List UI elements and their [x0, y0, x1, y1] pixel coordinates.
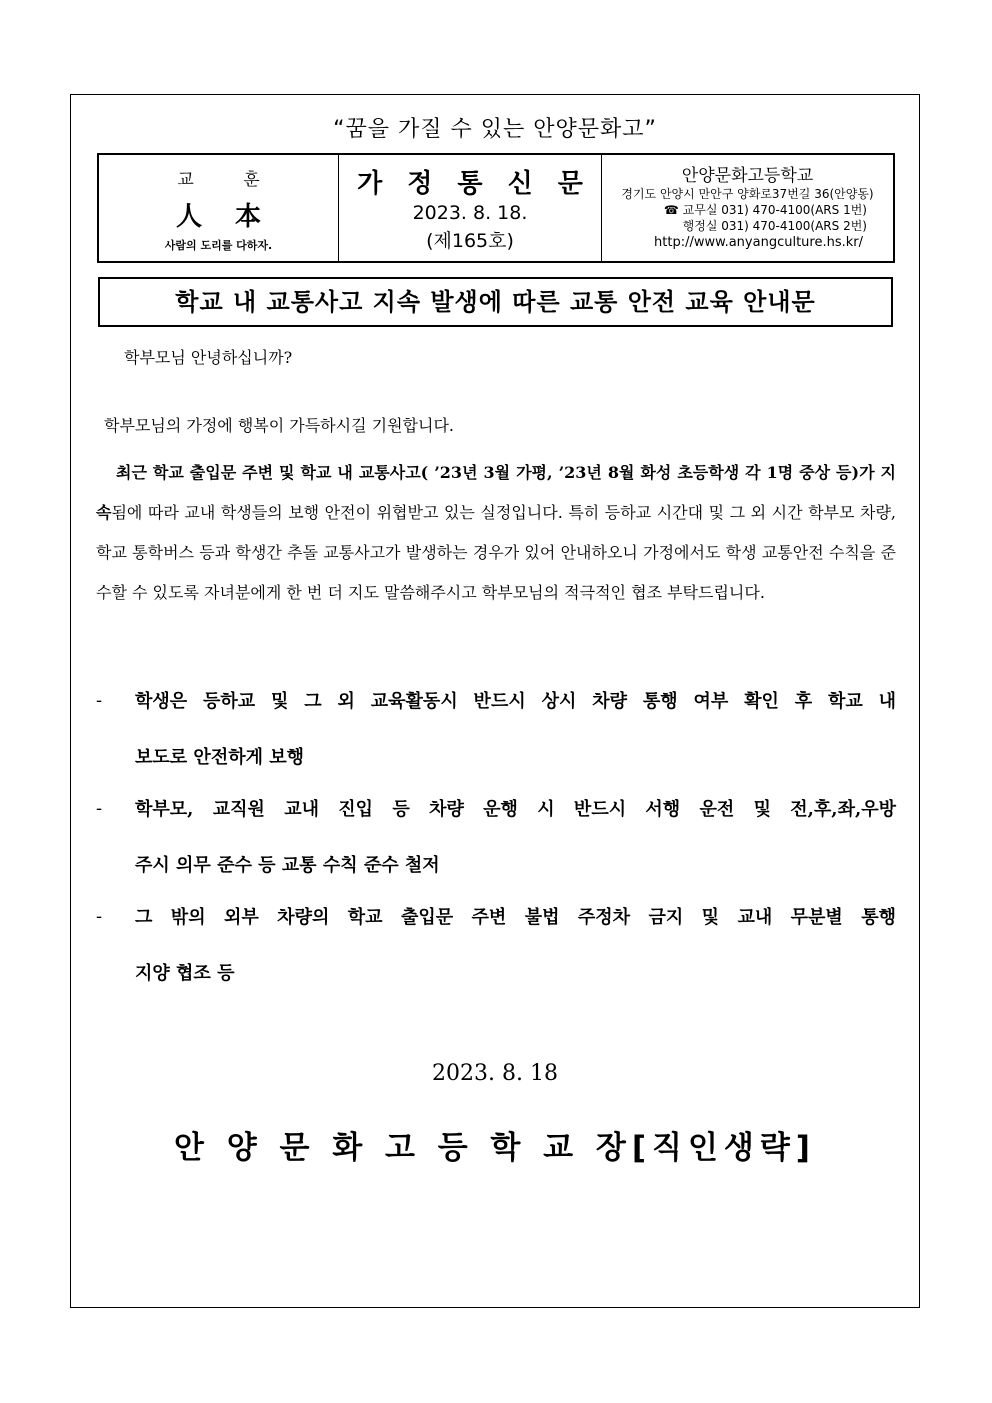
wish-line: 학부모님의 가정에 행복이 가득하시길 기원합니다. [104, 416, 455, 435]
school-info-cell [602, 155, 893, 261]
gyohun-sub: 사람의 도리를 다하자. [164, 239, 273, 252]
gyohun-label: 교 훈 [177, 170, 282, 190]
bullet-line-1: 학부모, 교직원 교내 진입 등 차량 운행 시 반드시 서행 운전 및 전,후,좌,우방 [135, 799, 896, 820]
body-paragraph [96, 453, 896, 613]
school-phone-1: ☎ 교무실 031) 470-4100(ARS 1번) [663, 203, 867, 217]
gyohun-cell [99, 155, 339, 261]
school-address: 경기도 안양시 만안구 양화로37번길 36(안양동) [621, 187, 874, 201]
body-bold-part: 최근 학교 출입문 주변 및 학교 내 교통사고( ’23년 3월 가평, ’23년 8월 화성 초등학생 각 1명 중상 등)가 지속 [96, 463, 896, 522]
bullet-line-2: 지양 협조 등 [135, 963, 235, 984]
newsletter-cell [339, 155, 602, 261]
document-title: 학교 내 교통사고 지속 발생에 따른 교통 안전 교육 안내문 [98, 277, 893, 327]
body-rest-part: 됨에 따라 교내 학생들의 보행 안전이 위협받고 있는 실정입니다. 특히 등하교 시간대 및 그 외 시간 학부모 차량, 학교 통학버스 등과 학생간 추돌 교통사고가 발생하는 경우가 있어 안내하오니 가정에서도 학생 교통안전 수칙을 준수할 수 있도록 자녀분에게 한 번 더 지도 말씀해주시고 학부모님의 적극적인 협조 부탁드립니다. [96, 503, 896, 602]
school-motto: “꿈을 가질 수 있는 안양문화고” [333, 117, 657, 142]
newsletter-title: 가 정 통 신 문 [357, 169, 591, 199]
school-name: 안양문화고등학교 [681, 166, 814, 186]
closing-date: 2023. 8. 18 [432, 1061, 558, 1086]
newsletter-issue: (제165호) [426, 230, 514, 252]
principal-signature: 안 양 문 화 고 등 학 교 장[직인생략] [174, 1130, 816, 1166]
bullet-line-2: 보도로 안전하게 보행 [135, 747, 305, 768]
bullet-item [96, 782, 896, 894]
bullet-item [96, 674, 896, 786]
bullet-item [96, 890, 896, 1002]
bullet-dash: - [96, 798, 103, 819]
header-table [97, 153, 895, 263]
greeting: 학부모님 안녕하십니까? [124, 348, 293, 367]
newsletter-date: 2023. 8. 18. [412, 202, 528, 224]
bullet-line-1: 그 밖의 외부 차량의 학교 출입문 주변 불법 주정차 금지 및 교내 무분별 통행 [135, 907, 896, 928]
school-phone-2: 행정실 031) 470-4100(ARS 2번) [682, 219, 867, 233]
gyohun-main: 人 本 [175, 202, 274, 232]
school-url[interactable]: http://www.anyangculture.hs.kr/ [654, 235, 863, 250]
bullet-dash: - [96, 906, 103, 927]
bullet-line-2: 주시 의무 준수 등 교통 수칙 준수 철저 [135, 855, 440, 876]
bullet-line-1: 학생은 등하교 및 그 외 교육활동시 반드시 상시 차량 통행 여부 확인 후 학교 내 [135, 691, 896, 712]
bullet-dash: - [96, 690, 103, 711]
